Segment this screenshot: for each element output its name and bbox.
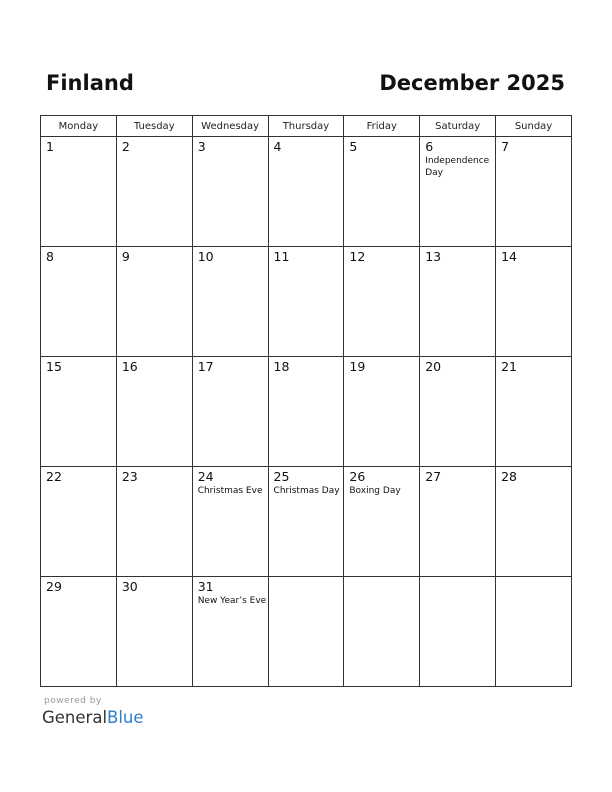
month-year-title: December 2025	[379, 71, 565, 95]
day-cell	[344, 357, 420, 467]
day-cell	[268, 357, 344, 467]
day-cell	[192, 577, 268, 687]
day-cell	[41, 247, 117, 357]
holiday-label: New Year’s Eve	[197, 596, 267, 606]
country-title: Finland	[46, 71, 134, 95]
week-row	[41, 357, 572, 467]
day-number: 30	[121, 579, 138, 594]
day-cell	[192, 467, 268, 577]
day-cell	[496, 467, 572, 577]
day-number: 14	[501, 249, 517, 264]
day-number: 3	[197, 139, 206, 154]
day-cell	[344, 137, 420, 247]
day-number: 29	[46, 579, 62, 594]
day-cell	[116, 137, 192, 247]
day-number: 28	[501, 469, 517, 484]
day-cell	[420, 247, 496, 357]
day-number: 13	[425, 249, 442, 264]
weekday-header: Thursday	[268, 116, 344, 137]
day-number: 22	[46, 469, 62, 484]
day-number: 10	[197, 249, 214, 264]
day-cell	[420, 467, 496, 577]
day-cell	[496, 137, 572, 247]
day-number: 31	[197, 579, 214, 594]
day-cell	[496, 357, 572, 467]
weekday-header: Saturday	[420, 116, 496, 137]
day-cell	[41, 137, 117, 247]
day-cell	[116, 357, 192, 467]
day-cell	[344, 247, 420, 357]
day-number: 4	[273, 139, 282, 154]
day-cell	[268, 577, 344, 687]
day-number: 23	[121, 469, 138, 484]
holiday-label: Christmas Eve	[197, 486, 263, 496]
day-number: 17	[197, 359, 214, 374]
day-number: 26	[349, 469, 366, 484]
powered-by-text: powered by	[44, 696, 102, 706]
day-cell	[192, 247, 268, 357]
day-number: 15	[46, 359, 62, 374]
weekday-header: Friday	[344, 116, 420, 137]
day-number: 2	[121, 139, 130, 154]
day-cell	[116, 577, 192, 687]
logo-blue-text: Blue	[107, 708, 144, 727]
day-number: 24	[197, 469, 214, 484]
day-cell	[192, 137, 268, 247]
day-number: 1	[46, 139, 54, 154]
holiday-label: Independence Day	[425, 156, 490, 178]
week-row	[41, 577, 572, 687]
holiday-label: Christmas Day	[273, 486, 340, 496]
day-cell	[116, 467, 192, 577]
day-number: 16	[121, 359, 138, 374]
weekday-header-row	[41, 116, 572, 137]
calendar-grid	[40, 115, 572, 687]
day-number: 7	[501, 139, 510, 154]
day-cell	[344, 577, 420, 687]
day-number: 5	[349, 139, 358, 154]
day-cell	[420, 137, 496, 247]
day-number: 19	[349, 359, 366, 374]
day-number: 27	[425, 469, 442, 484]
day-cell	[116, 247, 192, 357]
weekday-header: Tuesday	[116, 116, 192, 137]
day-cell	[344, 467, 420, 577]
day-cell	[192, 357, 268, 467]
day-number: 25	[273, 469, 290, 484]
day-number: 9	[121, 249, 130, 264]
day-cell	[496, 577, 572, 687]
day-number: 21	[501, 359, 517, 374]
day-cell	[420, 357, 496, 467]
day-number: 18	[273, 359, 290, 374]
day-number: 20	[425, 359, 442, 374]
logo-general-text: General	[42, 708, 108, 727]
holiday-label: Boxing Day	[349, 486, 401, 496]
week-row	[41, 467, 572, 577]
day-cell	[268, 137, 344, 247]
day-cell	[496, 247, 572, 357]
day-cell	[268, 467, 344, 577]
day-cell	[41, 467, 117, 577]
day-number: 8	[46, 249, 54, 264]
day-number: 6	[425, 139, 434, 154]
day-cell	[420, 577, 496, 687]
generalblue-logo[interactable]	[42, 708, 144, 727]
week-row	[41, 137, 572, 247]
weekday-header: Monday	[41, 116, 117, 137]
weekday-header: Sunday	[496, 116, 572, 137]
week-row	[41, 247, 572, 357]
day-cell	[41, 357, 117, 467]
weekday-header: Wednesday	[192, 116, 268, 137]
day-cell	[41, 577, 117, 687]
day-cell	[268, 247, 344, 357]
day-number: 12	[349, 249, 366, 264]
day-number: 11	[273, 249, 290, 264]
